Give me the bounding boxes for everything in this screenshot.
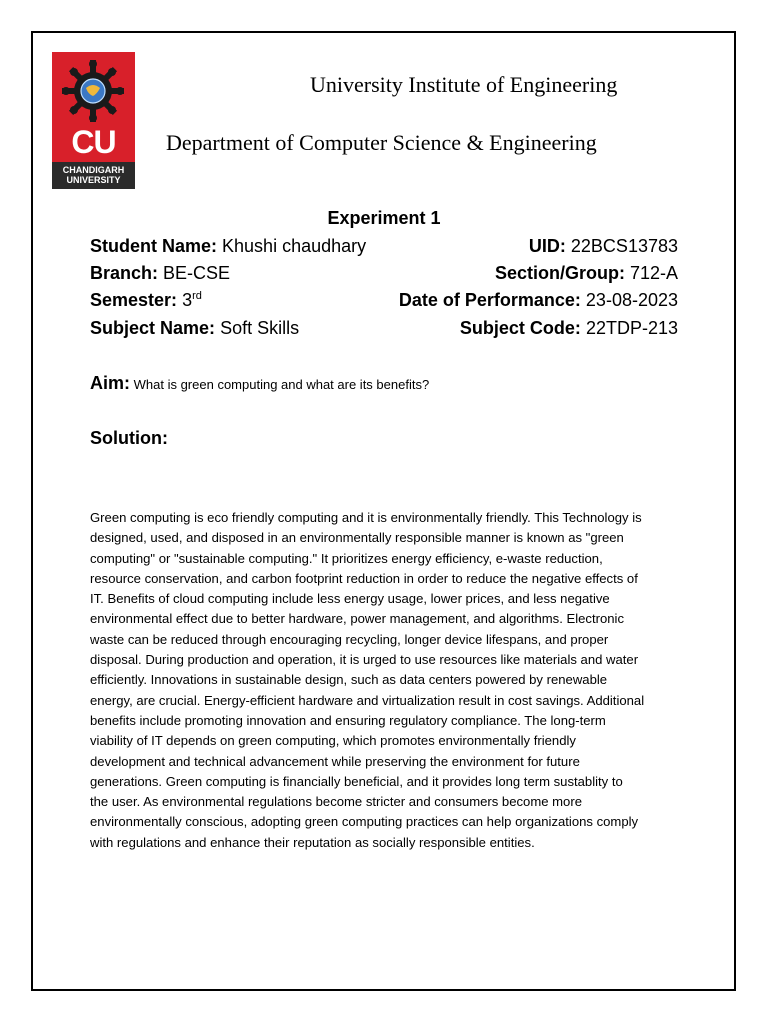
semester-label: Semester: bbox=[90, 290, 178, 310]
solution-line: Green computing is eco friendly computing and it is environmentally friendly. This Technology is bbox=[90, 510, 642, 525]
section-label: Section/Group: bbox=[494, 263, 625, 283]
solution-line: development and technical advancement while preserving the environment for future bbox=[90, 753, 580, 769]
solution-line: IT. Benefits of cloud computing include less energy usage, lower prices, and less negative bbox=[90, 591, 610, 607]
logo-emblem-icon bbox=[60, 58, 126, 124]
date-field bbox=[399, 290, 678, 311]
solution-heading: Solution: bbox=[90, 428, 168, 448]
date-label: Date of Performance: bbox=[398, 290, 581, 310]
solution-line: benefits include promoting innovation and ensuring regulatory compliance. The long-term bbox=[90, 712, 606, 728]
subject-name-field bbox=[90, 318, 299, 339]
logo-line-1: CHANDIGARH bbox=[62, 165, 125, 175]
solution-line: energy, are crucial. Energy-efficient hardware and virtualization result in cost savings. Additional bbox=[90, 692, 645, 708]
solution-line: the user. As environmental regulations become stricter and consumers become more bbox=[90, 794, 582, 810]
experiment-title: Experiment 1 bbox=[327, 208, 441, 228]
solution-line: computing" or "sustainable computing." It prioritizes energy efficiency, e-waste reduction, bbox=[90, 550, 603, 566]
solution-line: with regulations and enhance their reputation as socially responsible entities. bbox=[90, 834, 535, 850]
section-field bbox=[495, 263, 678, 284]
department-title: Department of Computer Science & Engineering bbox=[166, 130, 597, 155]
solution-line: environmentally conscious, adopting green computing practices can help organizations comply bbox=[90, 814, 639, 830]
solution-line: environmental effect due to better hardware, power management, and algorithms. Electronic bbox=[90, 611, 624, 627]
student-name-label: Student Name: bbox=[90, 236, 218, 256]
aim-text: What is green computing and what are its benefits? bbox=[133, 377, 430, 392]
solution-line: disposal. During production and operation, it is urged to use resources like materials and water bbox=[90, 652, 639, 668]
subject-code-value: 22TDP-213 bbox=[585, 318, 678, 338]
logo-abbreviation: CU bbox=[71, 124, 116, 160]
uid-value: 22BCS13783 bbox=[570, 236, 678, 256]
semester-field bbox=[90, 290, 202, 311]
uid-label: UID: bbox=[528, 236, 566, 256]
student-name-field bbox=[90, 236, 366, 257]
solution-line: waste can be reduced through encouraging recycling, longer device lifespans, and proper bbox=[90, 631, 609, 647]
logo-name-band bbox=[52, 162, 135, 189]
section-value: 712-A bbox=[629, 263, 678, 283]
student-name-value: Khushi chaudhary bbox=[222, 236, 367, 256]
branch-field bbox=[90, 263, 230, 284]
solution-line: viability of IT depends on green computing, which promotes environmentally friendly bbox=[90, 733, 576, 749]
date-value: 23-08-2023 bbox=[585, 290, 678, 310]
aim-label: Aim: bbox=[90, 373, 130, 393]
university-logo bbox=[52, 52, 135, 189]
branch-label: Branch: bbox=[90, 263, 159, 283]
solution-paragraph bbox=[90, 508, 680, 853]
aim-section bbox=[90, 373, 429, 394]
uid-field bbox=[529, 236, 678, 257]
subject-code-label: Subject Code: bbox=[459, 318, 581, 338]
solution-line: efficiently. Innovations in sustainable design, such as data centers powered by renewable bbox=[90, 672, 608, 688]
semester-suffix: rd bbox=[192, 290, 202, 302]
subject-code-field bbox=[460, 318, 678, 339]
semester-value: 3 bbox=[182, 290, 193, 310]
logo-line-2: UNIVERSITY bbox=[66, 175, 121, 185]
branch-value: BE-CSE bbox=[163, 263, 231, 283]
solution-line: resource conservation, and carbon footprint reduction in order to reduce the negative effects of bbox=[90, 570, 638, 586]
subject-name-value: Soft Skills bbox=[220, 318, 300, 338]
solution-line: designed, used, and disposed in an environmentally responsible manner is known as "green bbox=[90, 530, 624, 546]
institute-title: University Institute of Engineering bbox=[310, 72, 618, 97]
solution-line: generations. Green computing is financially beneficial, and it provides long term sustablity to bbox=[90, 773, 623, 789]
subject-name-label: Subject Name: bbox=[90, 318, 216, 338]
